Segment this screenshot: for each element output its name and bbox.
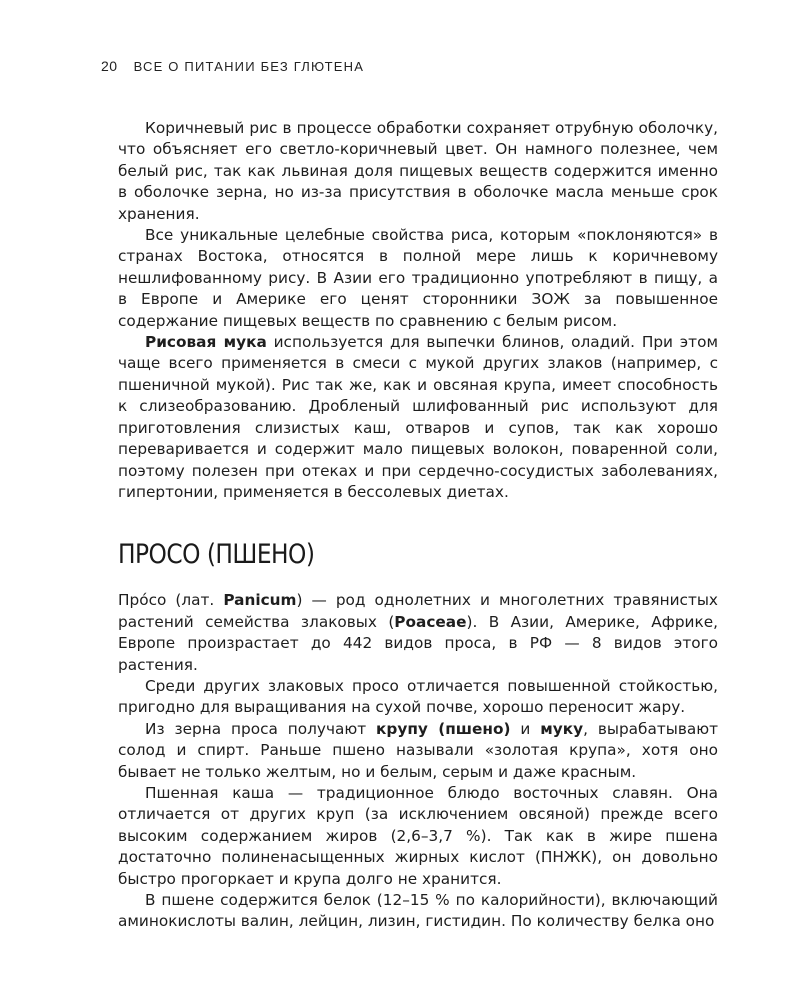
term-groats: крупу (пшено) [376,719,511,738]
paragraph-rice-flour [118,332,718,503]
paragraph-millet-porridge: Пшенная каша — традиционное блюдо восточных славян. Она отличается от других круп (за исключением овсяной) прежде всего высоким содержанием жиров (2,6–3,7 %). Так как в жире пшена достаточно полиненасыщенных жирных кислот (ПНЖК), он довольно быстро прогоркает и крупа долго не хранится. [118,783,718,888]
millet-products-text-3: , вырабатывают солод и спирт. Раньше пшено называли «золотая крупа», хотя оно бывает не только желтым, но и белым, серым и даже красным. [118,719,719,781]
term-poaceae: Poaceae [394,612,467,631]
term-flour: муку [540,719,584,738]
paragraph-millet-products [118,719,718,783]
paragraph-brown-rice: Коричневый рис в процессе обработки сохраняет отрубную оболочку, что объясняет его светло-коричневый цвет. Он намного полезнее, чем белый рис, так как львиная доля пищевых веществ содержится именно в оболочке зерна, но из-за присутствия в оболочке масла меньше срок хранения. [118,119,718,223]
millet-def-text-1: Про́со (лат. [118,591,224,610]
term-rice-flour: Рисовая мука [145,333,267,352]
section-heading-millet: ПРОСО (ПШЕНО) [118,539,315,571]
paragraph-millet-protein: В пшене содержится белок (12–15 % по калорийности), включающий аминокислоты валин, лейцин, лизин, гистидин. По количеству белка оно [118,891,718,931]
running-head [101,58,364,74]
millet-products-text-1: Из зерна проса получают [145,719,377,738]
millet-def-text-3: ). В Азии, Америке, Африке, Европе произрастает до 442 видов проса, в РФ — 8 видов этого растения. [118,612,718,674]
paragraph-millet-definition [118,590,718,676]
rice-flour-text: используется для выпечки блинов, оладий. При этом чаще всего применяется в смеси с мукой других злаков (например, с пшеничной мукой). Рис так же, как и овсяная крупа, имеет способность к слизеобразованию. Дробленый шлифованный рис используют для приготовления слизистых каш, отваров и супов, так как хорошо переваривается и содержит мало пищевых волокон, поваренной соли, поэтому полезен при отеках и при сердечно-сосудистых заболеваниях, гипертонии, применяется в бессолевых диетах. [118,333,718,501]
millet-def-text-2: ) — род однолетних и многолетних травянистых растений семейства злаковых ( [118,591,718,631]
paragraph-millet-resistance: Среди других злаковых просо отличается повышенной стойкостью, пригодно для выращивания на сухой почве, хорошо переносит жару. [118,676,718,717]
running-title: ВСЕ О ПИТАНИИ БЕЗ ГЛЮТЕНА [133,59,365,74]
millet-products-text-2: и [510,719,541,738]
paragraph-rice-properties: Все уникальные целебные свойства риса, которым «поклоняются» в странах Востока, относятся в полной мере лишь к коричневому нешлифованному рису. В Азии его традиционно употребляют в пищу, а в Европе и Америке его ценят сторонники ЗОЖ за повышенное содержание пищевых веществ по сравнению с белым рисом. [118,226,718,330]
page-number: 20 [101,58,118,74]
term-panicum: Panicum [223,591,297,610]
page-body [118,118,718,933]
